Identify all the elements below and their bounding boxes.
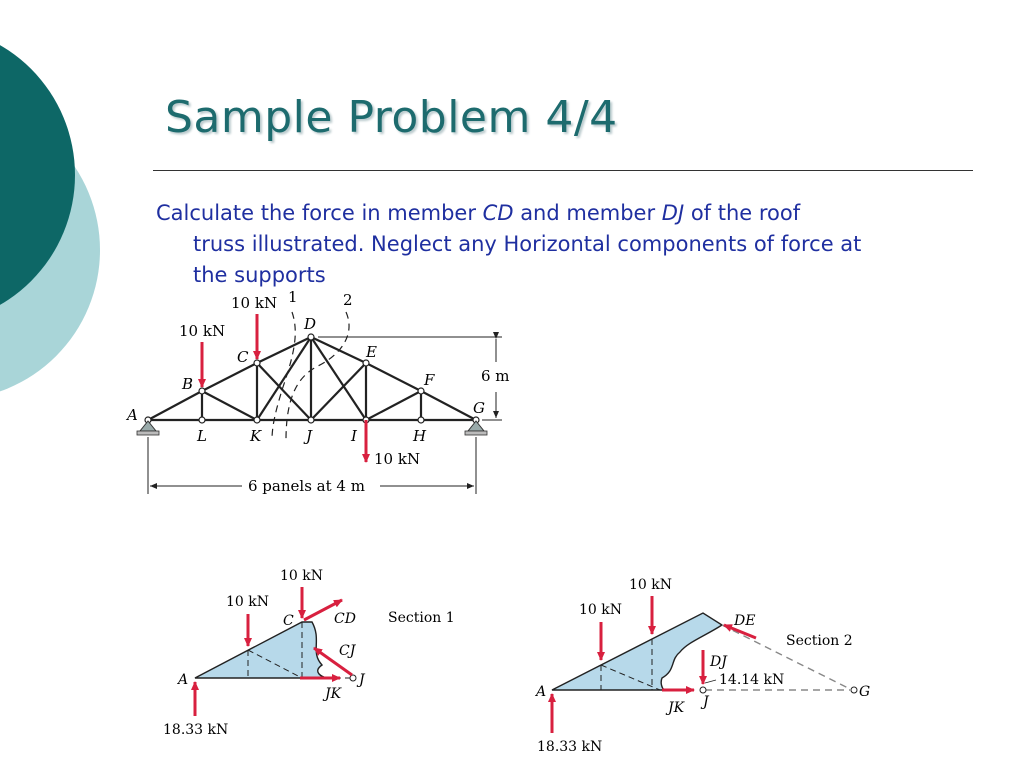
joint-label-k: K <box>250 427 262 445</box>
member-dj-text: DJ <box>661 201 685 225</box>
joint-label-e: E <box>366 343 377 361</box>
joint-label-l: L <box>197 427 207 445</box>
section-label-1: 1 <box>288 288 298 306</box>
section-label-2: 2 <box>343 291 353 309</box>
section-1-fbd <box>163 568 455 738</box>
s2-reaction-label: 18.33 kN <box>537 739 603 755</box>
s2-member-de: DE <box>734 613 756 629</box>
left-support <box>137 421 159 435</box>
problem-line-3: the supports <box>193 263 326 287</box>
height-label: 6 m <box>481 367 510 385</box>
s2-dj-force-label: 14.14 kN <box>719 672 785 688</box>
problem-text-c: of the roof <box>684 201 801 225</box>
load-label-i: 10 kN <box>374 450 421 468</box>
joint-label-a: A <box>127 406 138 424</box>
right-support <box>465 421 487 435</box>
s1-joint-c: C <box>283 613 294 629</box>
s1-member-cj: CJ <box>339 643 356 659</box>
section-1-body <box>195 622 327 678</box>
joint-label-g: G <box>473 399 485 417</box>
joint-label-h: H <box>413 427 427 445</box>
s1-member-jk: JK <box>325 686 342 702</box>
problem-text-a: Calculate the force in member <box>156 201 483 225</box>
s2-joint-a: A <box>536 684 547 700</box>
load-label-b: 10 kN <box>179 322 226 340</box>
joint-label-d: D <box>304 315 317 333</box>
joint-label-c: C <box>237 348 249 366</box>
s1-reaction-label: 18.33 kN <box>163 722 229 738</box>
span-label: 6 panels at 4 m <box>248 477 365 495</box>
s2-joint-g: G <box>859 684 871 700</box>
s1-joint-a: A <box>178 672 189 688</box>
s2-load-label-2: 10 kN <box>629 577 672 593</box>
section-2-body <box>552 613 722 690</box>
joint-label-j: J <box>306 427 313 445</box>
member-cd-text: CD <box>482 201 514 225</box>
section-2-fbd <box>534 577 870 755</box>
s2-title: Section 2 <box>786 633 853 649</box>
load-label-c: 10 kN <box>231 294 278 312</box>
joint-label-i: I <box>351 427 357 445</box>
joint-label-b: B <box>182 375 194 393</box>
s2-member-dj: DJ <box>710 654 727 670</box>
s1-joint-j: J <box>359 672 365 688</box>
slide-title: Sample Problem 4/4 <box>165 92 618 143</box>
s2-member-jk: JK <box>668 700 685 716</box>
s2-joint-j: J <box>703 694 709 710</box>
joint-label-f: F <box>424 371 435 389</box>
s1-member-cd: CD <box>334 611 356 627</box>
s1-load-label-2: 10 kN <box>280 568 323 584</box>
problem-text-b: and member <box>513 201 662 225</box>
s2-load-label-1: 10 kN <box>579 602 622 618</box>
s1-title: Section 1 <box>388 610 455 626</box>
s1-load-label-1: 10 kN <box>226 594 269 610</box>
problem-line-2: truss illustrated. Neglect any Horizontal components of force at <box>193 232 862 256</box>
